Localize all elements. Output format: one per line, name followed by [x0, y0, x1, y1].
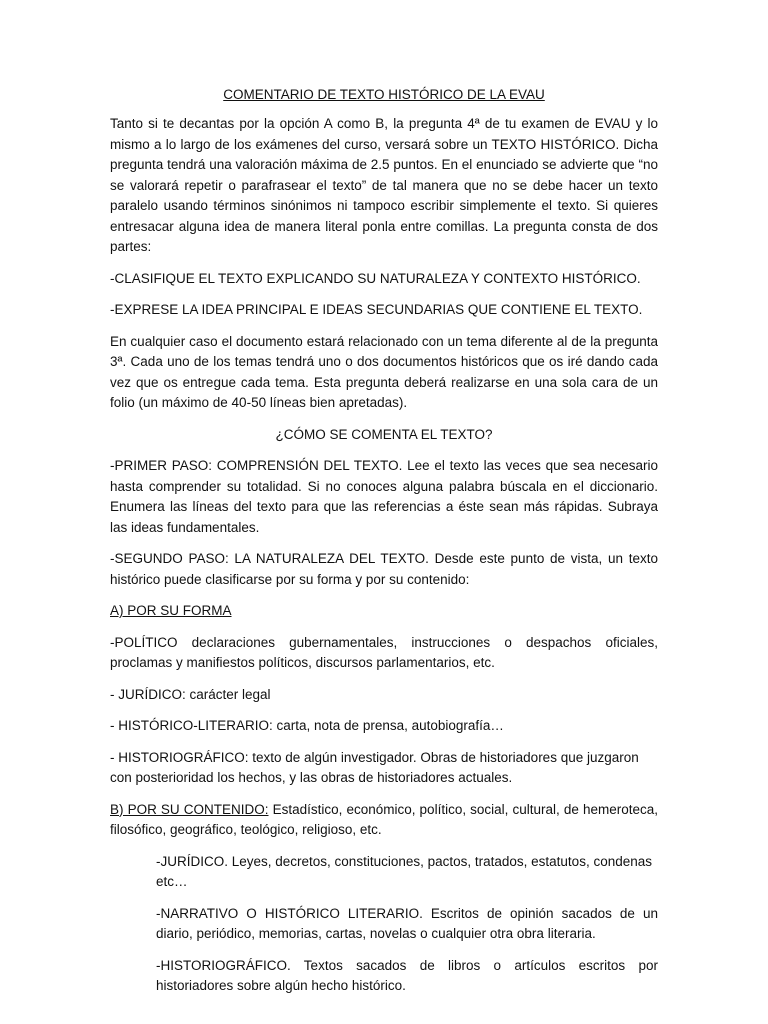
content-item-juridico: -JURÍDICO. Leyes, decretos, constituciones, pactos, tratados, estatutos, condenas etc… — [156, 853, 652, 889]
by-content-text: Estadístico, económico, político, social, cultural, de hemeroteca, filosófico, geográfico, teológico, religioso, etc. — [110, 801, 658, 837]
section-heading-how: ¿CÓMO SE COMENTA EL TEXTO? — [275, 426, 493, 442]
form-item-politico: -POLÍTICO declaraciones gubernamentales, instrucciones o despachos oficiales, proclamas y manifiestos políticos, discursos parlamentarios, etc. — [110, 634, 658, 670]
by-form-heading — [110, 601, 658, 622]
form-item-historiografico: - HISTORIOGRÁFICO: texto de algún investigador. Obras de historiadores que juzgaron con posterioridad los hechos, y las obras de historiadores actuales. — [110, 749, 639, 785]
form-item-historico-literario: - HISTÓRICO-LITERARIO: carta, nota de prensa, autobiografía… — [110, 718, 504, 733]
document-title: COMENTARIO DE TEXTO HISTÓRICO DE LA EVAU — [223, 87, 545, 102]
content-item-historiografico: -HISTORIOGRÁFICO. Textos sacados de libros o artículos escritos por historiadores sobre algún hecho histórico. — [156, 957, 658, 993]
question-part-1: -CLASIFIQUE EL TEXTO EXPLICANDO SU NATURALEZA Y CONTEXTO HISTÓRICO. — [110, 270, 641, 286]
by-form-heading-text: A) POR SU FORMA — [110, 603, 232, 618]
intro-paragraph: Tanto si te decantas por la opción A como B, la pregunta 4ª de tu examen de EVAU y lo mismo a lo largo de los exámenes del curso, versará sobre un TEXTO HISTÓRICO. Dicha pregunta tendrá una valoración máxima de 2.5 puntos. En el enunciado se advierte que “no se valorará repetir o parafrasear el texto” de tal manera que no se debe hacer un texto paralelo usando términos sinónimos ni tampoco escribir simplemente el texto. Si quieres entresacar alguna idea de manera literal ponla entre comillas. La pregunta consta de dos partes: — [110, 116, 658, 254]
content-item-narrativo: -NARRATIVO O HISTÓRICO LITERARIO. Escritos de opinión sacados de un diario, periódico, memorias, cartas, novelas o cualquier otra obra literaria. — [156, 905, 658, 941]
by-content-paragraph — [110, 800, 658, 841]
by-content-heading: B) POR SU CONTENIDO: — [110, 801, 269, 817]
step-1-paragraph: -PRIMER PASO: COMPRENSIÓN DEL TEXTO. Lee el texto las veces que sea necesario hasta comprender su totalidad. Si no conoces alguna palabra búscala en el diccionario. Enumera las líneas del texto para que las referencias a éste sean más rápidas. Subraya las ideas fundamentales. — [110, 458, 658, 535]
question-part-2: -EXPRESE LA IDEA PRINCIPAL E IDEAS SECUNDARIAS QUE CONTIENE EL TEXTO. — [110, 302, 643, 317]
relation-paragraph: En cualquier caso el documento estará relacionado con un tema diferente al de la pregunta 3ª. Cada uno de los temas tendrá uno o dos documentos históricos que os iré dando cada vez que os entregue cada tema. Esta pregunta deberá realizarse en una sola cara de un folio (un máximo de 40-50 líneas bien apretadas). — [110, 333, 658, 410]
form-item-juridico: - JURÍDICO: carácter legal — [110, 686, 271, 702]
step-2-paragraph: -SEGUNDO PASO: LA NATURALEZA DEL TEXTO. Desde este punto de vista, un texto histórico puede clasificarse por su forma y por su contenido: — [110, 551, 658, 587]
